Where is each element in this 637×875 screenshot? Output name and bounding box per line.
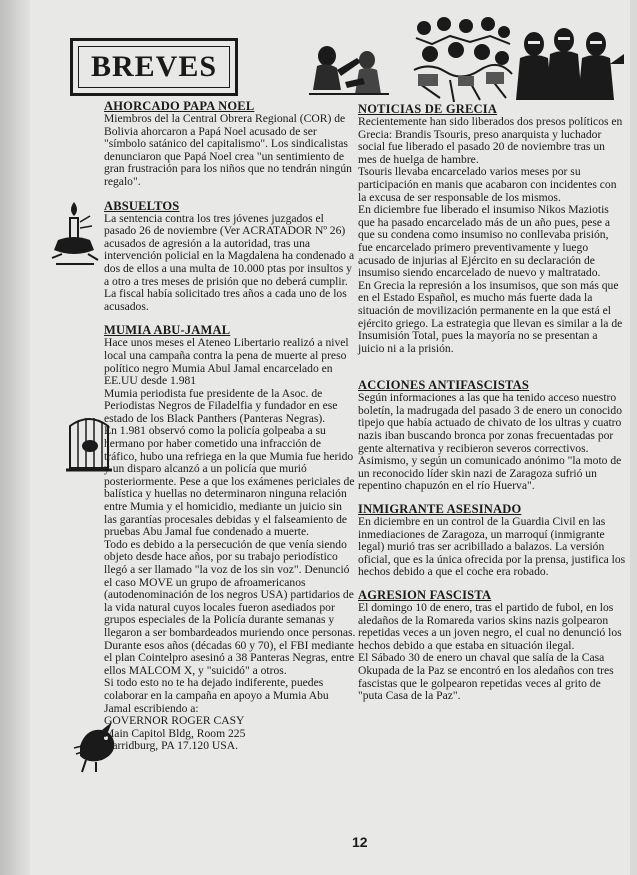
headline: AHORCADO PAPA NOEL xyxy=(104,99,255,113)
article-paragraph: Si todo esto no te ha dejado indiferente, puedes colaborar en la campaña en apoyo a Mumia Abu Jamal escribiendo a: xyxy=(104,676,329,715)
article-paragraph: En diciembre en un control de la Guardia Civil en las inmediaciones de Zaragoza, un marroquí (inmigrante legal) murió tras ser acribillado a balazos. La versión oficial, que es la única ofrecida por la prensa, justifica los hechos debido a que el coche era robado. xyxy=(358,515,626,579)
article-paragraph: Tsouris llevaba encarcelado varios meses por su participación en manis que acabaron con incidentes con la excusa de ser responsable de los mismos. xyxy=(358,165,617,204)
address-line: GOVERNOR ROGER CASY xyxy=(104,714,245,728)
section-title: BREVES xyxy=(90,50,218,83)
crowd-riot-illustration xyxy=(410,14,514,104)
news-item-inmigrante xyxy=(358,503,626,579)
article-paragraph: La sentencia contra los tres jóvenes juzgados el pasado 26 de noviembre (Ver ACRATADOR Nº 26) acusados de agresión a la autoridad, tras una intervención policial en la Magdalena ha condenado a dos de ellos a una multa de 10.000 ptas por insultos y a otro a tres meses de prisión que no deberá cumplir. La fiscal había solicitado tres años a cada uno de los acusados. xyxy=(104,211,355,313)
news-item-agresion xyxy=(358,589,626,703)
address-line: Main Capitol Bldg, Room 225 xyxy=(104,726,246,740)
article-paragraph: Recientemente han sido liberados dos presos políticos en Grecia: Brandis Tsouris, preso anarquista y luchador social fue liberado el pasado 20 de noviembre tras un mes de huelga de hambre. xyxy=(358,115,623,166)
article-paragraph: Todo es debido a la persecución de que venía siendo objeto desde hace años, por su trabajo periodístico llegó a ser llamado "la voz de los sin voz". Denunció el caso MOVE un grupo de afroamericanos (autodenominación de los negros USA) partidarios de la vida natural cuyos locales fueron asediados por grupos especiales de la Policía durante semanas y llegaron a ser bombardeados muriendo once personas. xyxy=(104,537,356,639)
headline: NOTICIAS DE GRECIA xyxy=(358,102,498,116)
candle-hand-illustration xyxy=(50,200,100,268)
address-line: Harridburg, PA 17.120 USA. xyxy=(104,739,238,753)
article-paragraph: Según informaciones a las que ha tenido acceso nuestro boletín, la madrugada del pasado 3 de enero un conocido tipejo que había actuado de chivato de los ultras y cuatro nazis iban buscando bronca por zonas frecuentadas por gente alternativa y recibieron severos correctivos. xyxy=(358,391,622,455)
article-paragraph: Miembros del la Central Obrera Regional (COR) de Bolivia ahorcaron a Papá Noel acusado de ser "símbolo satánico del capitalismo". Los sindicalistas denunciaron que Papá Noel crea "un sentimiento de gran frustración para los niños que no tendrán ningún regalo". xyxy=(104,112,352,188)
article-paragraph: Durante esos años (décadas 60 y 70), el FBI mediante el plan Cointelpro asesinó a 38 Panteras Negras, entre ellos MALCOM X, y "suicidó" a otros. xyxy=(104,638,355,677)
left-column xyxy=(104,100,356,753)
article-paragraph: Hace unos meses el Ateneo Libertario realizó a nivel local una campaña contra la pena de muerte al preso político negro Mumia Abul Jamal encarcelado en EE.UU desde 1.981 xyxy=(104,336,349,388)
news-item-ahorcado xyxy=(104,100,356,189)
article-paragraph: Mumia periodista fue presidente de la Asoc. de Periodistas Negros de Filadelfia y fundador en ese estado de los Black Panthers (Panteras Negras). xyxy=(104,386,338,425)
cartoon-figures-illustration xyxy=(305,36,393,98)
article-paragraph: El domingo 10 de enero, tras el partido de fubol, en los aledaños de la Romareda varios skins nazis golpearon repetidas veces a un joven negro, el cual no denunció los hechos debido a que estaba en situación ilegal. xyxy=(358,601,622,652)
article-paragraph: Asimismo, y según un comunicado anónimo "la moto de un reconocido líder skin nazi de Zaragoza sufrió un repentino chapuzón en el río Huerva". xyxy=(358,454,622,493)
article-paragraph: En 1.981 observó como la policía golpeaba a su hermano por haber cometido una infracción de tráfico, hubo una refriega en la que Mumia fue herido y un disparo alcanzó a un policía que murió posteriormente. Pese a que los exámenes periciales de balística y huellas no determinaron ninguna relación entre Mumia y el homicidio, mediante un juicio sin las garantías procesales debidas y el falseamiento de pruebas Abu Jamal fue condenado a muerte. xyxy=(104,424,355,539)
section-title-box xyxy=(70,38,238,96)
headline: INMIGRANTE ASESINADO xyxy=(358,502,522,517)
article-paragraph: En diciembre fue liberado el insumiso Nikos Maziotis que ha pasado encarcelado más de un año pues, pese a que su condena como insumiso no conllevaba prisión, fue encarcelado primero preventivamente y luego acusado de injurias al Ejército en su declaración de insumiso siendo encarcelado de nuevo y maltratado. xyxy=(358,203,611,280)
article-paragraph: En Grecia la represión a los insumisos, que son más que en el Estado Español, es mucho más fuerte dada la situación de movilización permanente en la que está el ejército griego. La estrategia que llevan es similar a la de Insumisión Total, pues la mayoría no se presentan a juicio ni a la prisión. xyxy=(358,278,623,355)
masked-people-illustration xyxy=(514,24,626,104)
news-item-grecia xyxy=(358,103,626,355)
article-paragraph: El Sábado 30 de enero un chaval que salía de la Casa Okupada de la Paz se encontró en los aledaños con tres fascistas que le golpearon repetidas veces al grito de "puta Casa de la Paz". xyxy=(358,651,614,703)
right-column xyxy=(358,103,626,703)
page-number: 12 xyxy=(352,834,368,850)
news-item-absueltos xyxy=(104,200,356,314)
headline: MUMIA ABU-JAMAL xyxy=(104,323,231,338)
news-item-mumia xyxy=(104,324,356,753)
news-item-antifascistas xyxy=(358,379,626,493)
page-binding-shadow xyxy=(0,0,30,875)
headline: ABSUELTOS xyxy=(104,198,180,213)
headline: ACCIONES ANTIFASCISTAS xyxy=(358,378,529,393)
headline: AGRESION FASCISTA xyxy=(358,588,492,602)
